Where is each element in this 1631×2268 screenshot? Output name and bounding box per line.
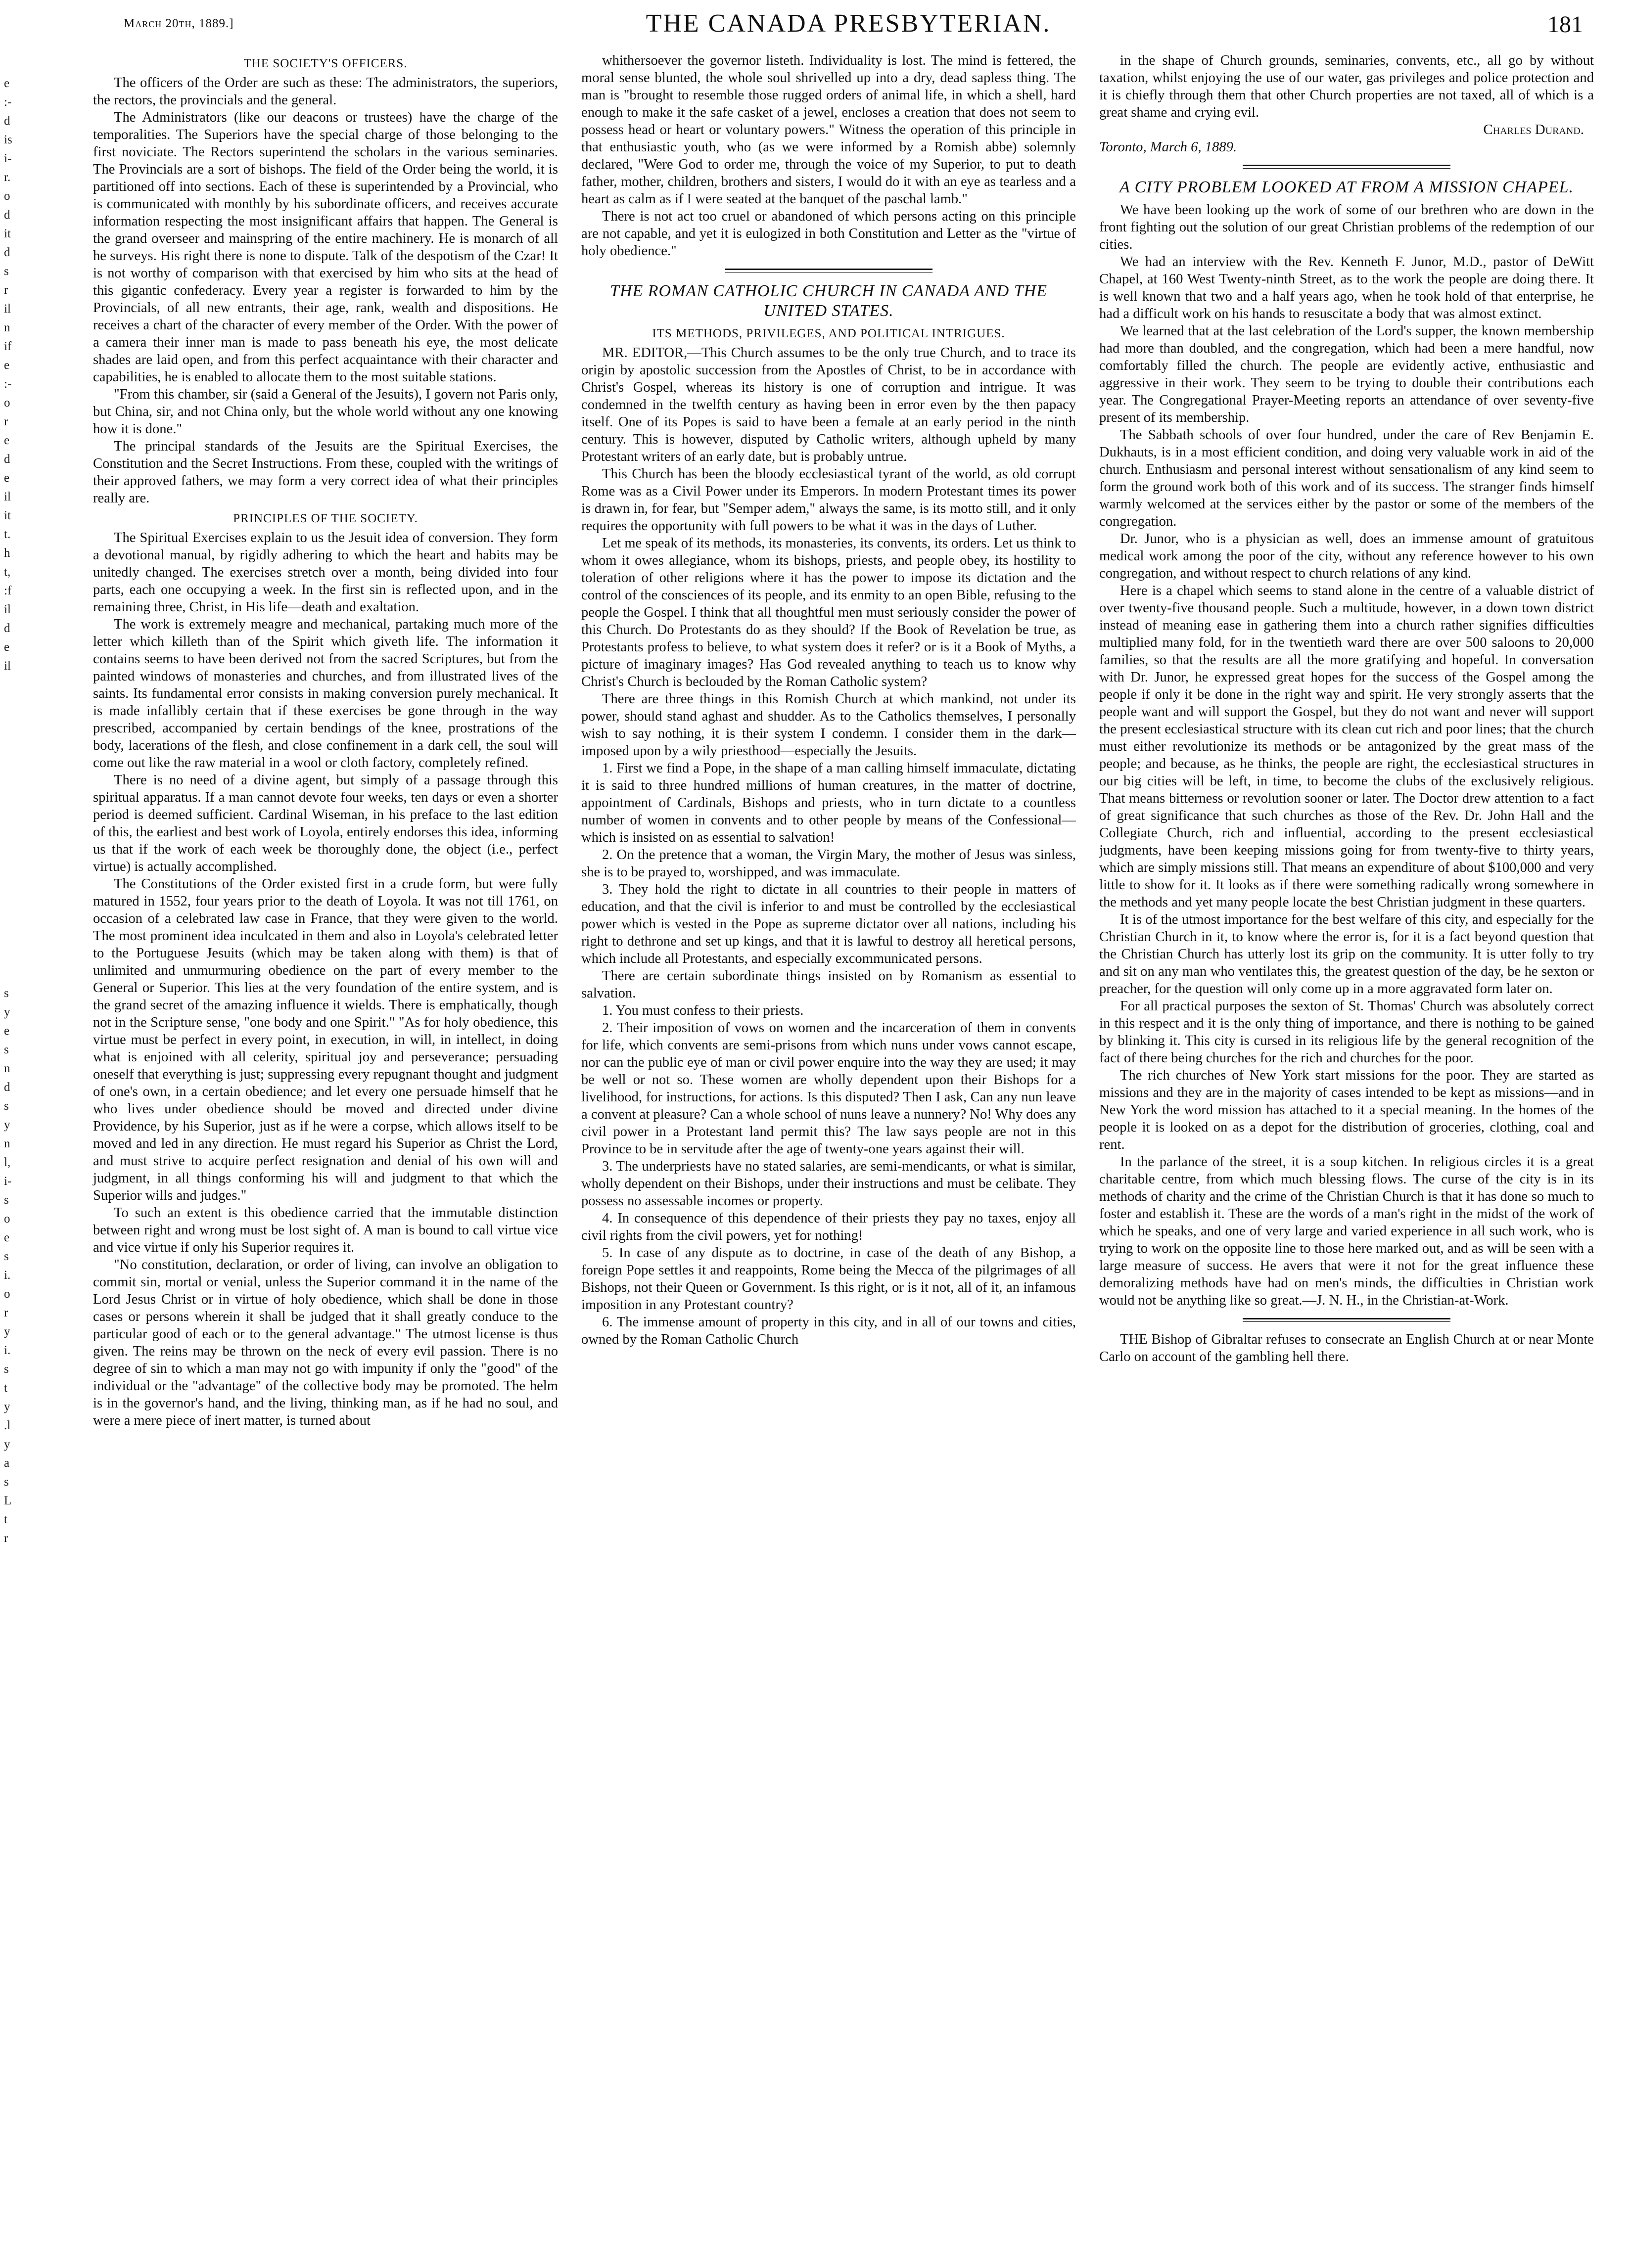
margin-fragment: :- [4,377,12,391]
margin-fragment: o [4,1212,10,1225]
paragraph: 4. In consequence of this dependence of their priests they pay no taxes, enjoy all civil rights from the civil powers, yet for nothing! [581,1211,1076,1243]
margin-fragment: d [4,1081,10,1094]
paragraph: This Church has been the bloody ecclesiastical tyrant of the world, as old corrupt Rome was as a Civil Power under its Emperors. In modern Protestant times its power is drawn in, for fear, but "Semper adem," always the same, is its motto still, and it only requires the opportunity with full powers to be what it was in the days of Luther. [581,466,1076,534]
paragraph: The Sabbath schools of over four hundred, under the care of Rev Benjamin E. Dukhauts, is in a most efficient condition, and doing very valuable work in aid of the church. Enthusiasm and personal interest without sensationalism of any kind seem to form the ground work both of this work and of its success. The stranger finds himself warmly welcomed at the services either by the pastor or some of the members of the congregation. [1099,427,1594,529]
margin-fragment: d [4,114,10,128]
margin-fragment: s [4,1250,9,1263]
margin-fragment: r [4,415,8,428]
column-3 [1099,52,1594,1365]
paragraph: 3. They hold the right to dictate in all countries to their people in matters of education, and that the civil is inferior to and must be controlled by the ecclesiastical power which is vested in the Pope as supreme dictator over all nations, including his right to dethrone and set up kings, and that it is lawful to destroy all heretical persons, which include all Protestants, and especially excommunicated persons. [581,882,1076,966]
paragraph: whithersoever the governor listeth. Individuality is lost. The mind is fettered, the moral sense blunted, the whole soul shrivelled up into a dry, dead sapless thing. The man is "brought to resemble those rugged orders of animal life, in which a shell, hard enough to make it the safe casket of a jewel, encloses a creation that does not seem to possess head or heart or voluntary powers." Witness the operation of this principle in that enthusiastic youth, who (as we were informed by a Romish abbe) solemnly declared, "Were God to order me, through the voice of my Superior, to put to death father, mother, children, brothers and sisters, I would do it with an eye as tearless and a heart as calm as if I were seated at the banquet of the paschal lamb." [581,53,1076,207]
paragraph: Let me speak of its methods, its monasteries, its convents, its orders. Let us think to whom it owes allegiance, whom its bishops, priests, and people obey, its hostility to toleration of other religions where it has the power to impose its dictation and the control of the consciences of its people, and its enmity to an open Bible, refusing to the people the Gospel. I think that all thoughtful men must seriously consider the power of this Church. Do Protestants do as they should? If the Book of Revelation be true, as Protestants profess to believe, to what system does it refer? or is it a Book of Myths, a picture of imaginary images? Has God revealed anything to teach us to know why Christ's Church is beclouded by the Roman Catholic system? [581,536,1076,689]
margin-fragment: it [4,227,11,240]
margin-fragment: s [4,1362,9,1376]
paragraph: The Constitutions of the Order existed first in a crude form, but were fully matured in 1552, four years prior to the death of Loyola. It was not till 1761, on occasion of a celebrated law case in France, that they were given to the world. The most prominent idea inculcated in them and also in Loyola's celebrated letter to the Portuguese Jesuits (which may be taken along with them) is that of unlimited and unmurmuring obedience on the part of every member to the General or Superior. This lies at the very foundation of the entire system, and is the grand secret of the amazing influence it wields. There is emphatically, though not in the Scripture sense, "one body and one Spirit." "As for holy obedience, this virtue must be perfect in every point, in execution, in will, in intellect, in doing what is enjoined with all celerity, spiritual joy and perseverance; persuading oneself that everything is just; suppressing every repugnant thought and judgment of one's own, in a certain obedience; and let every one persuade himself that he who lives under obedience should be moved and directed under divine Providence, by his Superior, just as if he were a corpse, which allows itself to be moved and led in any direction. He must regard his Superior as Christ the Lord, and must strive to acquire perfect resignation and denial of his own will and judgment, in all things conforming his will and judgment to that which the Superior wills and judges." [93,876,558,1203]
margin-fragment: o [4,189,10,203]
margin-fragment: t, [4,565,11,579]
margin-fragment: is [4,133,12,146]
margin-fragment: if [4,340,12,353]
news-brief [1099,1331,1594,1365]
roman-catholic-article-end [1099,52,1594,121]
left-margin-fragments-lower [4,984,11,1548]
margin-fragment: r. [4,171,11,184]
margin-fragment: e [4,434,10,447]
margin-fragment: .l [4,1419,11,1432]
margin-fragment: d [4,622,10,635]
city-problem-article-body [1099,201,1594,1309]
paragraph: Here is a chapel which seems to stand alone in the centre of a valuable district of over twenty-five thousand people. Such a multitude, however, in a down town district instead of meaning ease in gathering them into a church rather signifies difficulties multiplied many fold, for in the twentieth ward there are over 500 saloons to 20,000 families, so that the results are all the more gratifying and hopeful. In conversation with Dr. Junor, he expressed great hopes for the success of the Gospel among the people if only it be done in the right way and spirit. He very strongly asserts that the people want and will support the Gospel, but they do not want and never will support the present ecclesiastical structure with its clean cut rich and poor lines; that the church must either revolutionize its methods or be antagonized by the great mass of the people; and because, as he thinks, the people are right, the ecclesiastical structures in our big cities will be left, in time, to become the clubs of the exclusively religious. That means bitterness or revolution sooner or later. The Doctor drew attention to a fact of great significance that such churches as those of the Rev. Dr. John Hall and the Collegiate Church, rich and influential, according to the present ecclesiastical judgments, have been keeping missions going for from twenty-five to thirty years, which are simply missions still. That means an expenditure of about $100,000 and very little to show for it. It looks as if there were something radically wrong somewhere in the methods and yet many people locate the best Christian judgment in these quarters. [1099,583,1594,910]
margin-fragment: i- [4,152,12,165]
margin-fragment: il [4,603,11,616]
paragraph: We learned that at the last celebration of the Lord's supper, the known membership had more than doubled, and the congregation, which had been a mere handful, now comfortably filled the church. The people are evidently active, enthusiastic and aggressive in their work. They seem to be trying to double their contributions each year. The Congregational Prayer-Meeting reports an attendance of over seventy-five present of its membership. [1099,323,1594,425]
margin-fragment: s [4,1099,9,1113]
masthead [114,6,1583,45]
margin-fragment: r [4,1306,8,1319]
margin-fragment: n [4,321,10,334]
paragraph: We have been looking up the work of some of our brethren who are down in the front fighting out the solution of our great Christian problems of the redemption of our cities. [1099,202,1594,252]
principles-body [93,529,558,1429]
section-heading-principles: PRINCIPLES OF THE SOCIETY. [233,512,418,525]
paragraph: For all practical purposes the sexton of St. Thomas' Church was absolutely correct in this respect and it is the only thing of importance, and there is nothing to be gained by blinking it. This city is cursed in its religious life by the general recognition of the fact of there being churches for the rich and churches for the poor. [1099,998,1594,1066]
article-headline-city-problem: A CITY PROBLEM LOOKED AT FROM A MISSION CHAPEL. [1119,178,1574,196]
paragraph: 5. In case of any dispute as to doctrine, in case of the death of any Bishop, a foreign Pope settles it and reappoints, Rome being the Mecca of the pilgrimages of all Bishops, not their Queen or Government. Is this right, or is it not, all of it, an infamous imposition in any Protestant country? [581,1245,1076,1313]
paragraph: 2. Their imposition of vows on women and the incarceration of them in convents for life, which convents are semi-prisons from which nuns under vows cannot escape, nor can the public eye of man or civil power enquire into the way they are used; it may be well or not so. These women are wholly dependent upon their Bishops for a livelihood, for instructions, for actions. Is this disputed? Then I ask, Can any nun leave a convent at pleasure? Can a whole school of nuns leave a nunnery? No! Why does any civil power in a Protestant land permit this? The law says people are not in this Province to be in servitude after the age of twenty-one years against their will. [581,1020,1076,1157]
margin-fragment: a [4,1456,10,1470]
margin-fragment: r [4,283,8,297]
margin-fragment: e [4,1024,10,1038]
margin-fragment: n [4,1062,10,1075]
place-date: Toronto, March 6, 1889. [1099,139,1237,155]
margin-fragment: :f [4,584,12,597]
paragraph: "From this chamber, sir (said a General of the Jesuits), I govern not Paris only, but China, sir, and not China only, but the whole world without any one knowing how it is done." [93,387,558,437]
margin-fragment: r [4,1532,8,1545]
paragraph: 2. On the pretence that a woman, the Virgin Mary, the mother of Jesus was sinless, she is to be prayed to, worshipped, and was immaculate. [581,847,1076,880]
paragraph: The Spiritual Exercises explain to us the Jesuit idea of conversion. They form a devotional manual, by rigidly adhering to which the heart and habits may be unitedly changed. The exercises stretch over a month, being divided into four parts, each one occupying a week. In the first sin is reflected upon, and in the remaining three, Christ, in His life—death and exaltation. [93,530,558,615]
page-number: 181 [1547,11,1583,38]
margin-fragment: s [4,1193,9,1207]
paragraph: There is not act too cruel or abandoned of which persons acting on this principle are not capable, and yet it is eulogized in both Constitution and Letter as the "virtue of holy obedience." [581,209,1076,259]
paragraph: 3. The underpriests have no stated salaries, are semi-mendicants, or what is similar, wholly dependent on their Bishops, under their instructions and must be celibate. They possess no assessable incomes or property. [581,1159,1076,1209]
officers-body [93,74,558,507]
article-headline-roman-catholic: THE ROMAN CATHOLIC CHURCH IN CANADA AND THE UNITED STATES. [610,282,1047,320]
author-signature: Charles Durand. [1483,122,1584,137]
issue-date: March 20th, 1889.] [124,17,234,30]
margin-fragment: o [4,1287,10,1301]
paragraph: There is no need of a divine agent, but simply of a passage through this spiritual apparatus. If a man cannot devote four weeks, ten days or even a shorter period is deemed sufficient. Cardinal Wiseman, in his preface to the last edition of this, the earliest and best work of Loyola, entirely endorses this idea, informing us that if the work of each week be thoroughly done, the object (i.e., perfect virtue) is actually accomplished. [93,772,558,874]
margin-fragment: s [4,1475,9,1489]
margin-fragment: il [4,302,11,316]
paragraph: The Administrators (like our deacons or trustees) have the charge of the temporalities. The Superiors have the special charge of those belonging to the first noviciate. The Rectors superintend the scholars in the various seminaries. The Provincials are a sort of bishops. The field of the Order being the world, it is partitioned off into sections. Each of these is superintended by a Provincial, who is communicated with monthly by his subordinate officers, and receives accurate information respecting the most insignificant affairs that happen. The General is the grand overseer and mainspring of the entire machinery. He is monarch of all he surveys. His right there is none to dispute. Talk of the despotism of the Czar! It is not worthy of comparison with that exercised by him who sits at the head of this gigantic confederacy. Every year a register is forwarded to him by the Provincials, of all new entrants, their age, rank, wealth and dispositions. He receives a chart of the character of every member of the Order. With the power of a camera their inner man is made to pass beneath his eye, the most delicate shades are laid open, and from this perfect acquaintance with their character and capabilities, he is enabled to allocate them to the most suitable stations. [93,110,558,385]
margin-fragment: il [4,490,11,503]
paragraph: We had an interview with the Rev. Kenneth F. Junor, M.D., pastor of DeWitt Chapel, at 160 West Twenty-ninth Street, as to the work the people are doing there. It is well known that two and a half years ago, when he took hold of that enterprise, he had a difficult work on his hands to resuscitate a body that was almost extinct. [1099,254,1594,321]
margin-fragment: e [4,1231,10,1244]
margin-fragment: e [4,471,10,485]
paragraph: 1. You must confess to their priests. [602,1003,804,1018]
margin-fragment: o [4,396,10,409]
section-rule [1243,1318,1450,1322]
newspaper-title: THE CANADA PRESBYTERIAN. [646,9,1051,38]
paragraph: in the shape of Church grounds, seminaries, convents, etc., all go by without taxation, whilst enjoying the use of our water, gas privileges and police protection and it is chiefly through them that other Church properties are not taxed, all of which is a great shame and crying evil. [1099,53,1594,120]
margin-fragment: i. [4,1269,11,1282]
margin-fragment: y [4,1400,10,1413]
column-1 [93,52,558,1429]
margin-fragment: y [4,1438,10,1451]
column-2 [581,52,1076,1348]
margin-fragment: t. [4,528,11,541]
margin-fragment: s [4,265,9,278]
left-margin-fragments-top [4,74,12,676]
paragraph: The work is extremely meagre and mechanical, partaking much more of the letter which killeth than of the Spirit which giveth life. The information it contains seems to have been derived not from the sacred Scriptures, but from the painted windows of monasteries and churches, and from illustrated lives of the saints. Its fundamental error consists in making conversion purely mechanical. It is made infallibly certain that if these exercises be gone through in the way prescribed, accompanied by certain bendings of the knee, prostrations of the body, lacerations of the flesh, and close confinement in a dark cell, the soul will come out like the raw material in a wool or cloth factory, completely refined. [93,617,558,771]
paragraph: 1. First we find a Pope, in the shape of a man calling himself immaculate, dictating it is said to three hundred millions of human creatures, in the matter of doctrine, appointment of Cardinals, Bishops and priests, who in turn dictate to a countless number of women in convents and to other people by means of the Confessional—which is insisted on as essential to salvation! [581,761,1076,845]
margin-fragment: e [4,640,10,654]
margin-fragment: d [4,208,10,222]
margin-fragment: :- [4,95,12,109]
margin-fragment: t [4,1381,7,1395]
margin-fragment: l, [4,1156,11,1169]
paragraph: The rich churches of New York start missions for the poor. They are started as missions and they are in the majority of cases intended to be kept as missions—and in New York the word mission has attached to it a special meaning. In the homes of the people it is looked on as a depot for the distribution of groceries, clothing, coal and rent. [1099,1068,1594,1152]
margin-fragment: n [4,1137,10,1150]
margin-fragment: y [4,1325,10,1338]
margin-fragment: s [4,1043,9,1056]
paragraph: "No constitution, declaration, or order of living, can involve an obligation to commit sin, mortal or venial, unless the Superior command it in the name of the Lord Jesus Christ or in virtue of holy obedience, which shall be done in those cases or persons wherein it shall be judged that it shall greatly conduce to the particular good of each or to the general advantage." The utmost license is thus given. The reins may be thrown on the neck of every evil passion. There is no degree of sin to which a man may not go with impunity if only the "good" of the individual or the "advantage" of the collective body may be promoted. The helm is in the governor's hand, and the living, thinking man, as if he had no soul, and were a mere piece of inert matter, is turned about [93,1257,558,1428]
paragraph: The principal standards of the Jesuits are the Spiritual Exercises, the Constitution and the Secret Instructions. From these, coupled with the writings of their approved fathers, we may form a very correct idea of what their principles really are. [93,439,558,506]
margin-fragment: i- [4,1175,12,1188]
margin-fragment: e [4,77,10,90]
paragraph: The officers of the Order are such as these: The administrators, the superiors, the rectors, the provincials and the general. [93,75,558,108]
jesuit-article-continuation [581,52,1076,260]
margin-fragment: e [4,359,10,372]
margin-fragment: t [4,1513,7,1526]
section-rule [1243,165,1450,169]
margin-fragment: it [4,509,11,522]
margin-fragment: y [4,1005,10,1019]
roman-catholic-article-body [581,344,1076,1348]
paragraph: 6. The immense amount of property in this city, and in all of our towns and cities, owned by the Roman Catholic Church [581,1315,1076,1347]
margin-fragment: il [4,659,11,673]
paragraph: Dr. Junor, who is a physician as well, does an immense amount of gratuitous medical work among the poor of the city, without any reference however to his own congregation, and without respect to church relations of any kind. [1099,531,1594,581]
paragraph: MR. EDITOR,—This Church assumes to be the only true Church, and to trace its origin by apostolic succession from the Apostles of Christ, to be in accordance with Christ's Gospel, whereas its history is one of corruption and intrigue. It was condemned in the twelfth century as having been in error even by the then papacy itself. One of its Popes is said to have been a female at an early period in the ninth century. This is however, disputed by Catholic writers, although upheld by many Protestant writers of an early date, but is probably untrue. [581,345,1076,464]
article-subheading: ITS METHODS, PRIVILEGES, AND POLITICAL INTRIGUES. [652,327,1005,340]
paragraph: It is of the utmost importance for the best welfare of this city, and especially for the Christian Church in it, to know where the error is, for it is a fact beyond question that the Christian Church has utterly lost its grip on the community. It is utter folly to try and sit on any man who ventilates this, the greatest question of the day, be he sexton or preacher, for the question will only come up in a more aggravated form later on. [1099,912,1594,997]
margin-fragment: d [4,246,10,259]
paragraph: In the parlance of the street, it is a soup kitchen. In religious circles it is a great charitable centre, from which much blessing flows. The curse of the city is in its methods of charity and the crime of the Christian Church is that it has done so much to foster and establish it. These are the words of a man's right in the midst of the work of which he speaks, and one of very large and varied experience in all such work, who is trying to work on the opposite line to those here marked out, and as will be seen with a large measure of success. He avers that were it not for the great influence these demoralizing methods have had on men's minds, the difficulties in Christian work would not be anything like so great.—J. N. H., in the Christian-at-Work. [1099,1154,1594,1308]
paragraph: THE Bishop of Gibraltar refuses to consecrate an English Church at or near Monte Carlo on account of the gambling hell there. [1099,1332,1594,1364]
margin-fragment: L [4,1494,12,1507]
margin-fragment: h [4,546,10,560]
section-heading-officers: THE SOCIETY'S OFFICERS. [243,57,408,70]
paragraph: There are three things in this Romish Church at which mankind, not under its power, should stand aghast and shudder. As to the Catholics themselves, I personally wish to say nothing, it is their system I condemn. I consider them in the dark—imposed upon by a wily priesthood—especially the Jesuits. [581,691,1076,759]
margin-fragment: y [4,1118,10,1132]
paragraph: There are certain subordinate things insisted on by Romanism as essential to salvation. [581,968,1076,1001]
margin-fragment: d [4,453,10,466]
section-rule [725,269,932,272]
margin-fragment: s [4,987,9,1000]
paragraph: To such an extent is this obedience carried that the immutable distinction between right and wrong must be lost sight of. A man is bound to call virtue vice and vice virtue if only his Superior requires it. [93,1205,558,1255]
margin-fragment: i. [4,1344,11,1357]
